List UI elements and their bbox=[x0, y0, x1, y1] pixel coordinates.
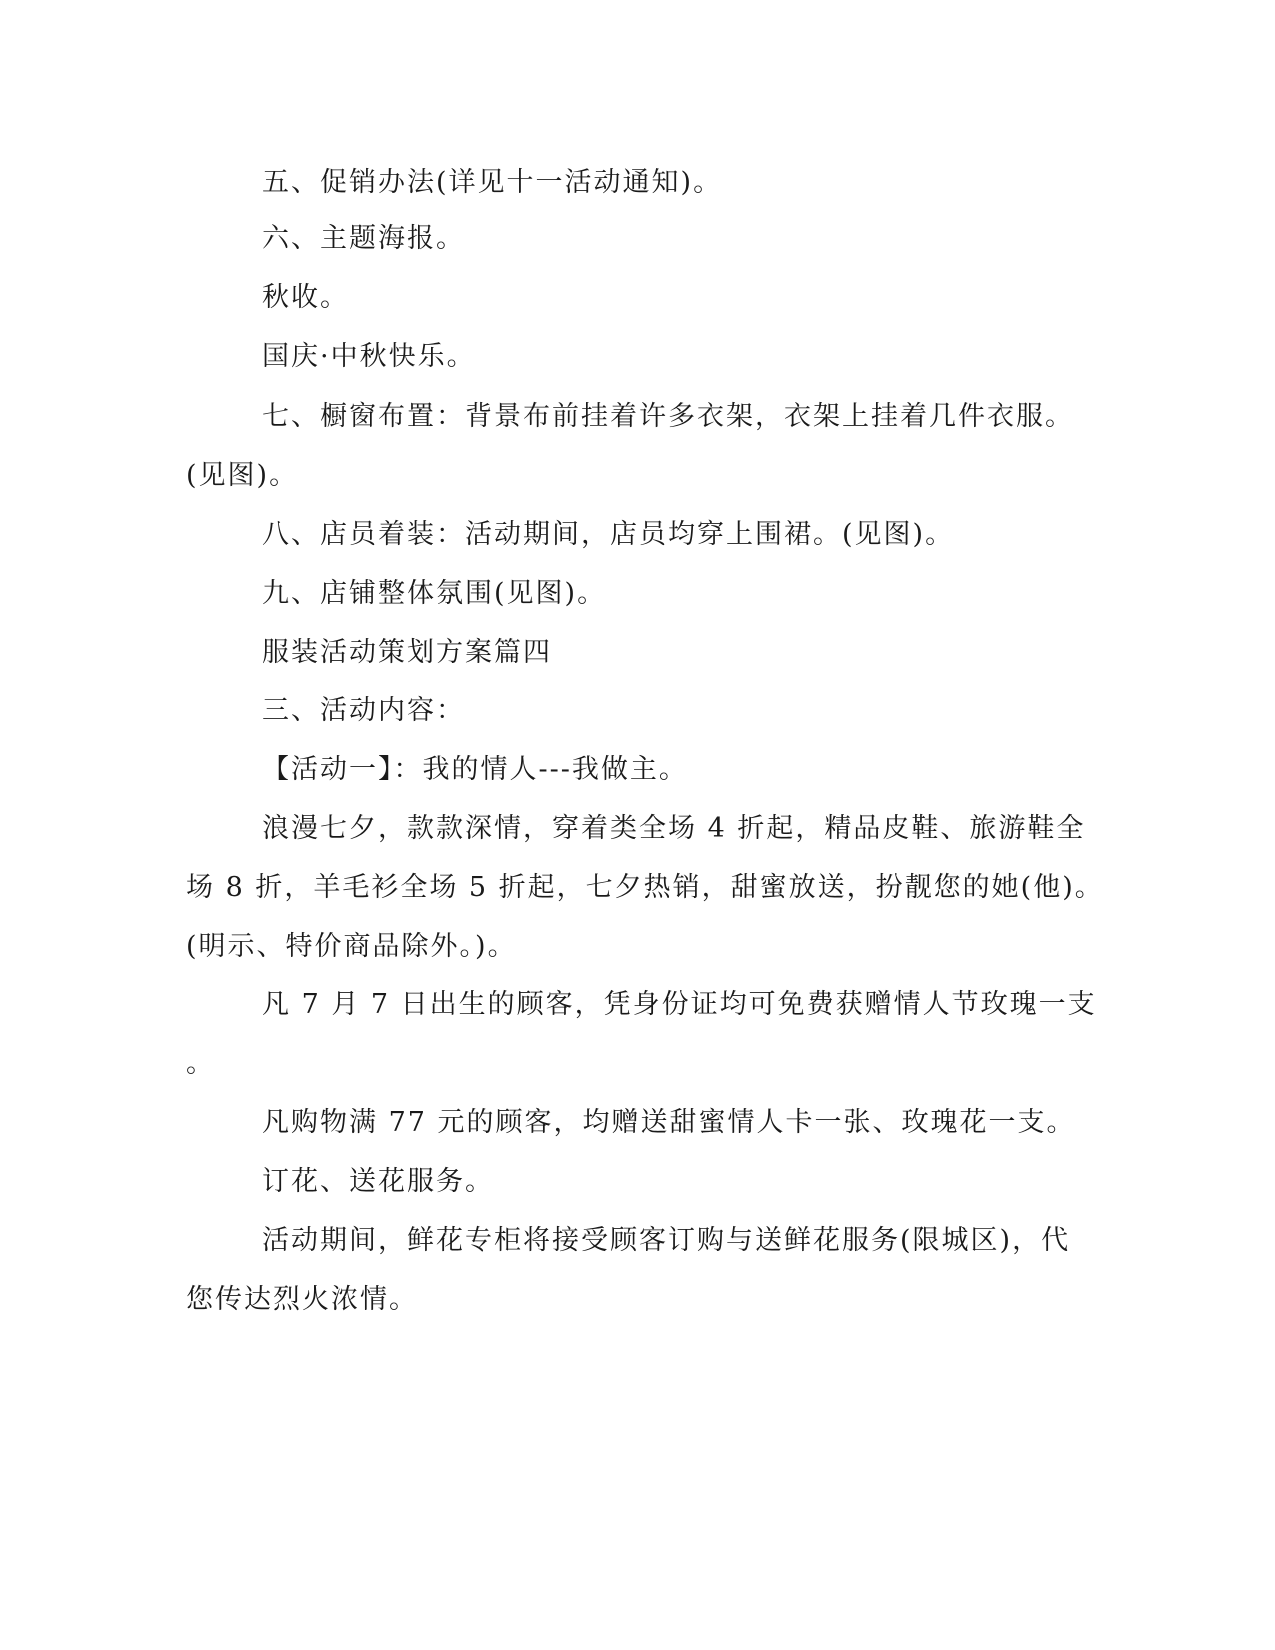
paragraph-flower-delivery: 活动期间，鲜花专柜将接受顾客订购与送鲜花服务(限城区)，代 bbox=[262, 1225, 1071, 1256]
paragraph-birthday-gift: 凡 7 月 7 日出生的顾客，凭身份证均可免费获赠情人节玫瑰一支 bbox=[262, 989, 1097, 1020]
paragraph-flower-delivery-cont: 您传达烈火浓情。 bbox=[186, 1284, 418, 1315]
paragraph-activity-one: 【活动一】：我的情人---我做主。 bbox=[262, 754, 688, 785]
paragraph-purchase-gift: 凡购物满 77 元的顾客，均赠送甜蜜情人卡一张、玫瑰花一支。 bbox=[262, 1107, 1076, 1138]
paragraph-national-day: 国庆·中秋快乐。 bbox=[262, 341, 476, 372]
paragraph-promotion-method: 五、促销办法(详见十一活动通知)。 bbox=[262, 167, 723, 198]
section-heading: 服装活动策划方案篇四 bbox=[262, 637, 552, 668]
paragraph-window-layout: 七、橱窗布置：背景布前挂着许多衣架，衣架上挂着几件衣服。 bbox=[262, 401, 1074, 432]
paragraph-store-atmosphere: 九、店铺整体氛围(见图)。 bbox=[262, 578, 607, 609]
paragraph-window-layout-cont: (见图)。 bbox=[186, 460, 299, 491]
paragraph-qixi-discount-note: (明示、特价商品除外。)。 bbox=[186, 931, 517, 962]
paragraph-activity-content: 三、活动内容： bbox=[262, 695, 465, 726]
paragraph-autumn-harvest: 秋收。 bbox=[262, 282, 349, 313]
paragraph-qixi-discount-cont: 场 8 折，羊毛衫全场 5 折起，七夕热销，甜蜜放送，扮靓您的她(他)。 bbox=[186, 872, 1104, 903]
paragraph-flower-service: 订花、送花服务。 bbox=[262, 1166, 494, 1197]
paragraph-birthday-gift-cont: 。 bbox=[186, 1048, 215, 1079]
paragraph-qixi-discount: 浪漫七夕，款款深情，穿着类全场 4 折起，精品皮鞋、旅游鞋全 bbox=[262, 813, 1086, 844]
paragraph-staff-dress: 八、店员着装：活动期间，店员均穿上围裙。(见图)。 bbox=[262, 519, 955, 550]
paragraph-theme-poster: 六、主题海报。 bbox=[262, 223, 465, 254]
